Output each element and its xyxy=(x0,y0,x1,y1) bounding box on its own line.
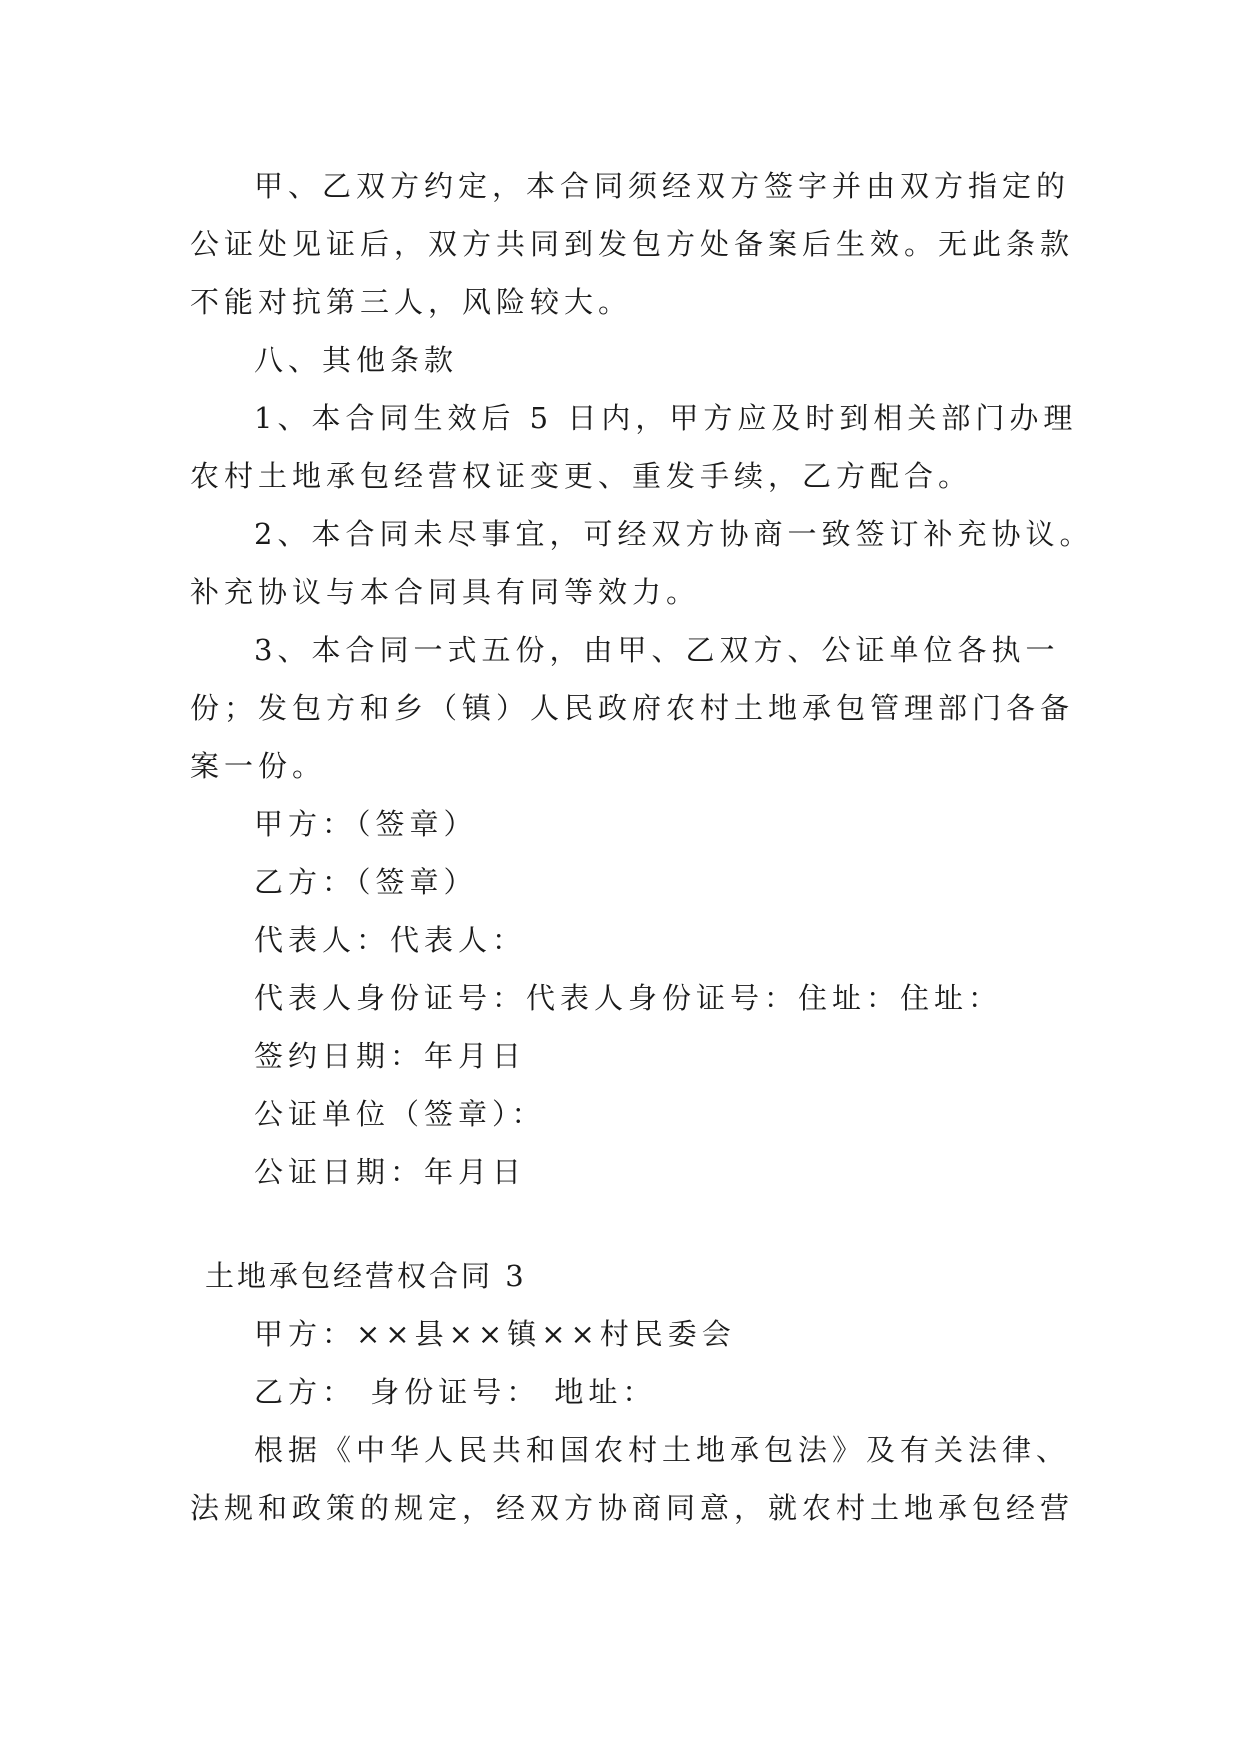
signature-line: 公证日期：年月日 xyxy=(254,1155,527,1189)
signature-line: 甲方：（签章） xyxy=(254,807,478,841)
signature-line: 公证单位（签章）： xyxy=(254,1097,546,1131)
section-heading: 八、其他条款 xyxy=(254,343,459,377)
paragraph-line: 案一份。 xyxy=(190,749,327,783)
signature-line: 代表人身份证号：代表人身份证号：住址：住址： xyxy=(254,981,1003,1015)
paragraph-line: 公证处见证后，双方共同到发包方处备案后生效。无此条款 xyxy=(190,227,1075,261)
paragraph-line: 甲、乙双方约定，本合同须经双方签字并由双方指定的 xyxy=(254,169,1071,203)
paragraph-line: 补充协议与本合同具有同等效力。 xyxy=(190,575,701,609)
paragraph-line: 法规和政策的规定，经双方协商同意，就农村土地承包经营 xyxy=(190,1491,1075,1525)
paragraph-line: 份；发包方和乡（镇）人民政府农村土地承包管理部门各备 xyxy=(190,691,1075,725)
party-line: 甲方：××县××镇××村民委会 xyxy=(254,1317,736,1351)
paragraph-line: 1、本合同生效后 5 日内，甲方应及时到相关部门办理 xyxy=(254,401,1078,435)
paragraph-line: 不能对抗第三人，风险较大。 xyxy=(190,285,633,319)
paragraph-line: 根据《中华人民共和国农村土地承包法》及有关法律、 xyxy=(254,1433,1071,1467)
contract-title: 土地承包经营权合同 3 xyxy=(205,1259,527,1293)
paragraph-line: 2、本合同未尽事宜，可经双方协商一致签订补充协议。 xyxy=(254,517,1094,551)
paragraph-line: 3、本合同一式五份，由甲、乙双方、公证单位各执一 xyxy=(254,633,1060,667)
signature-line: 乙方：（签章） xyxy=(254,865,478,899)
paragraph-line: 农村土地承包经营权证变更、重发手续，乙方配合。 xyxy=(190,459,973,493)
signature-line: 代表人：代表人： xyxy=(254,923,527,957)
signature-line: 签约日期：年月日 xyxy=(254,1039,527,1073)
party-line: 乙方： 身份证号： 地址： xyxy=(254,1375,657,1409)
